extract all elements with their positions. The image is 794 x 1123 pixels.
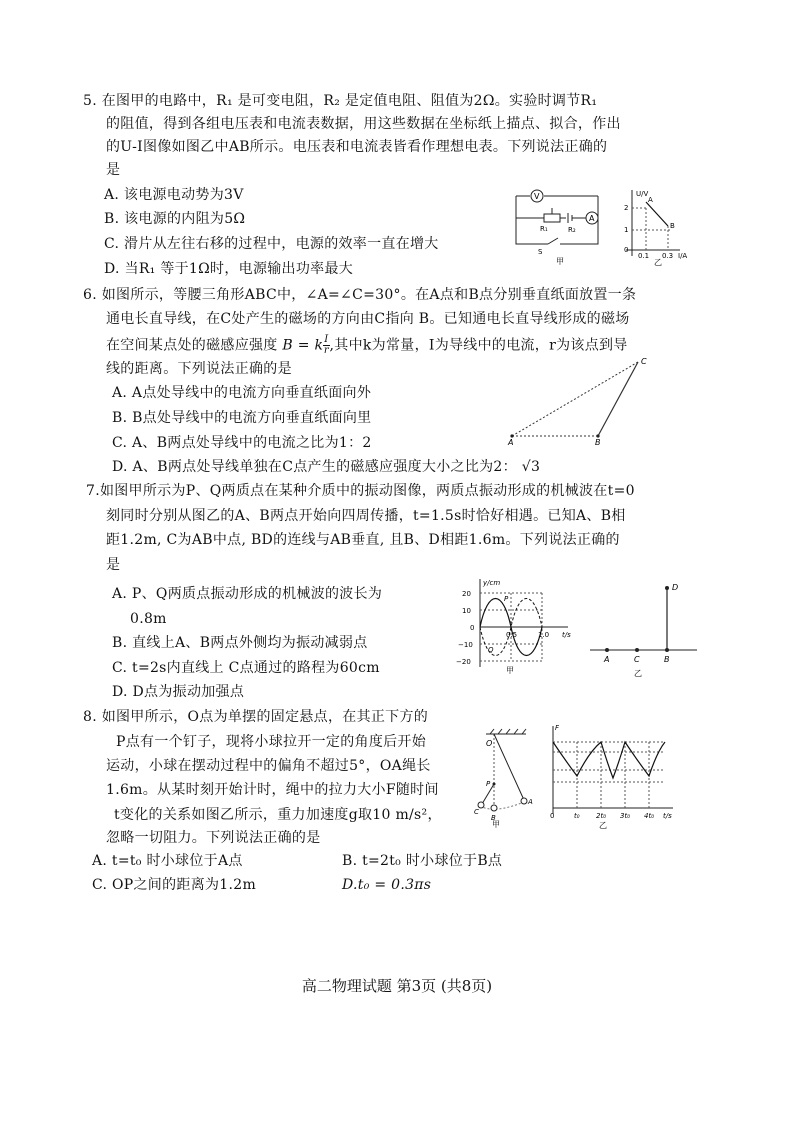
q7-option-a-cont: 0.8m bbox=[130, 611, 167, 627]
q6-option-c: C. A、B两点处导线中的电流之比为1：2 bbox=[112, 435, 372, 451]
q6-triangle-figure bbox=[500, 356, 660, 446]
svg-text:10: 10 bbox=[462, 607, 471, 615]
svg-text:R₂: R₂ bbox=[568, 226, 576, 234]
svg-text:0.1: 0.1 bbox=[638, 252, 650, 260]
svg-text:2: 2 bbox=[624, 204, 629, 212]
q7-line-4: 是 bbox=[106, 557, 121, 573]
q5-line-2: 的阻值，得到各组电压表和电流表数据，用这些数据在坐标纸上描点、拟合，作出 bbox=[106, 116, 621, 132]
q6-option-b: B. B点处导线中的电流方向垂直纸面向里 bbox=[112, 410, 372, 426]
svg-text:P: P bbox=[486, 780, 491, 788]
svg-text:S: S bbox=[538, 248, 543, 256]
formula: B = k bbox=[282, 337, 324, 354]
q5-line-1: 5. 在图甲的电路中，R₁ 是可变电阻，R₂ 是定值电阻、阻值为2Ω。实验时调节R₁ bbox=[83, 93, 598, 109]
svg-text:甲: 甲 bbox=[506, 666, 514, 675]
q8-line-6: 忽略一切阻力。下列说法正确的是 bbox=[106, 830, 321, 846]
q6-option-a: A. A点处导线中的电流方向垂直纸面向外 bbox=[112, 385, 372, 401]
q5-option-a: A. 该电源电动势为3V bbox=[104, 187, 244, 203]
svg-text:0: 0 bbox=[624, 246, 629, 254]
svg-text:甲: 甲 bbox=[492, 820, 500, 828]
svg-text:R₁: R₁ bbox=[540, 225, 548, 233]
svg-text:−20: −20 bbox=[456, 658, 471, 666]
q7-line-2: 刻同时分别从图乙的A、B两点开始向四周传播，t=1.5s时恰好相遇。已知A、B相 bbox=[106, 508, 626, 524]
svg-text:−10: −10 bbox=[458, 641, 473, 649]
svg-text:3t₀: 3t₀ bbox=[620, 812, 631, 820]
q7-position-figure bbox=[585, 580, 715, 680]
svg-text:t₀: t₀ bbox=[574, 812, 580, 820]
svg-text:B: B bbox=[595, 438, 601, 446]
q5-option-b: B. 该电源的内阻为5Ω bbox=[104, 211, 246, 227]
q7-option-b: B. 直线上A、B两点外侧均为振动减弱点 bbox=[112, 635, 368, 651]
svg-text:A: A bbox=[648, 196, 653, 204]
q5-line-4: 是 bbox=[106, 162, 121, 178]
svg-text:D: D bbox=[672, 583, 679, 592]
svg-text:V: V bbox=[534, 192, 540, 201]
svg-text:O: O bbox=[486, 739, 493, 748]
q6-option-d: D. A、B两点处导线单独在C点产生的磁感应强度大小之比为2： √3 bbox=[112, 459, 541, 475]
q8-option-b: B. t=2t₀ 时小球位于B点 bbox=[342, 853, 503, 869]
svg-text:t/s: t/s bbox=[663, 812, 672, 820]
svg-text:F: F bbox=[555, 724, 560, 732]
svg-text:2t₀: 2t₀ bbox=[596, 812, 607, 820]
q7-line-3: 距1.2m, C为AB中点, BD的连线与AB垂直, 且B、D相距1.6m。下列说法正确的 bbox=[106, 532, 620, 548]
svg-text:20: 20 bbox=[462, 590, 471, 598]
svg-text:I/A: I/A bbox=[678, 252, 688, 260]
q7-vibration-graph bbox=[450, 575, 575, 675]
svg-text:P: P bbox=[504, 595, 509, 603]
svg-text:A: A bbox=[528, 798, 533, 806]
svg-text:A: A bbox=[604, 655, 610, 664]
page-footer: 高二物理试题 第3页 (共8页) bbox=[301, 977, 493, 995]
q8-line-1: 8. 如图甲所示，O点为单摆的固定悬点，在其正下方的 bbox=[83, 709, 429, 725]
q6-line-4: 线的距离。下列说法正确的是 bbox=[106, 361, 292, 377]
q8-option-c: C. OP之间的距离为1.2m bbox=[92, 877, 257, 893]
svg-text:0: 0 bbox=[550, 812, 555, 820]
q8-option-a: A. t=t₀ 时小球位于A点 bbox=[92, 853, 243, 869]
svg-text:甲: 甲 bbox=[556, 257, 564, 266]
svg-text:A: A bbox=[589, 214, 595, 223]
svg-text:B: B bbox=[670, 222, 675, 230]
svg-text:t/s: t/s bbox=[562, 631, 571, 639]
q8-option-d: D.t₀ = 0.3πs bbox=[342, 877, 432, 893]
svg-text:4t₀: 4t₀ bbox=[644, 812, 655, 820]
q5-figure bbox=[508, 186, 698, 266]
q8-line-3: 运动，小球在摆动过程中的偏角不超过5°，OA绳长 bbox=[106, 758, 431, 774]
svg-text:乙: 乙 bbox=[634, 669, 642, 678]
q6-line-2: 通电长直导线，在C处产生的磁场的方向由C指向 B。已知通电长直导线形成的磁场 bbox=[106, 311, 630, 327]
formula-fraction: $\frac{I}{r}$ bbox=[323, 334, 329, 356]
svg-text:y/cm: y/cm bbox=[483, 579, 501, 587]
svg-text:0.5: 0.5 bbox=[506, 631, 518, 639]
q8-pendulum-figure bbox=[472, 728, 547, 828]
q8-line-5: t变化的关系如图乙所示，重力加速度g取10 m/s²， bbox=[114, 807, 442, 823]
svg-text:C: C bbox=[474, 808, 479, 816]
svg-text:C: C bbox=[634, 655, 640, 664]
force-curve bbox=[553, 742, 665, 778]
q5-line-3: 的U-I图像如图乙中AB所示。电压表和电流表皆看作理想电表。下列说法正确的 bbox=[106, 139, 608, 155]
svg-text:A: A bbox=[508, 438, 514, 446]
q7-option-d: D. D点为振动加强点 bbox=[112, 684, 245, 700]
svg-text:1.0: 1.0 bbox=[538, 631, 550, 639]
q7-option-c: C. t=2s内直线上 C点通过的路程为60cm bbox=[112, 660, 380, 676]
q5-circuit bbox=[516, 196, 598, 244]
svg-text:1: 1 bbox=[624, 226, 629, 234]
svg-text:B: B bbox=[491, 814, 496, 822]
q8-force-graph bbox=[545, 722, 680, 830]
q5-option-c: C. 滑片从左往右移的过程中，电源的效率一直在增大 bbox=[104, 236, 439, 252]
svg-text:0.3: 0.3 bbox=[662, 252, 674, 260]
svg-text:C: C bbox=[641, 357, 647, 366]
q6-line-3: 在空间某点处的磁感应强度 B = k $\frac{I}{r}$ ,其中k为常量，I为导线中的电流，r为该点到导 bbox=[106, 334, 628, 356]
q6-line-1: 6. 如图所示，等腰三角形ABC中，∠A=∠C=30°。在A点和B点分别垂直纸面放置一条 bbox=[83, 287, 637, 303]
q8-line-2: P点有一个钉子，现将小球拉开一定的角度后开始 bbox=[116, 734, 427, 750]
q5-ab-line bbox=[646, 202, 668, 226]
svg-text:乙: 乙 bbox=[599, 821, 607, 830]
q7-line-1: 7.如图甲所示为P、Q两质点在某种介质中的振动图像，两质点振动形成的机械波在t=0 bbox=[86, 483, 635, 499]
svg-text:Q: Q bbox=[488, 646, 494, 654]
svg-text:乙: 乙 bbox=[654, 258, 662, 266]
svg-text:0: 0 bbox=[470, 624, 475, 632]
q7-option-a: A. P、Q两质点振动形成的机械波的波长为 bbox=[112, 586, 383, 602]
svg-text:U/V: U/V bbox=[636, 190, 649, 198]
q8-line-4: 1.6m。从某时刻开始计时，绳中的拉力大小F随时间 bbox=[106, 782, 439, 798]
q5-option-d: D. 当R₁ 等于1Ω时，电源输出功率最大 bbox=[104, 261, 354, 277]
q5-ui-graph bbox=[624, 190, 687, 266]
svg-text:B: B bbox=[664, 655, 670, 664]
